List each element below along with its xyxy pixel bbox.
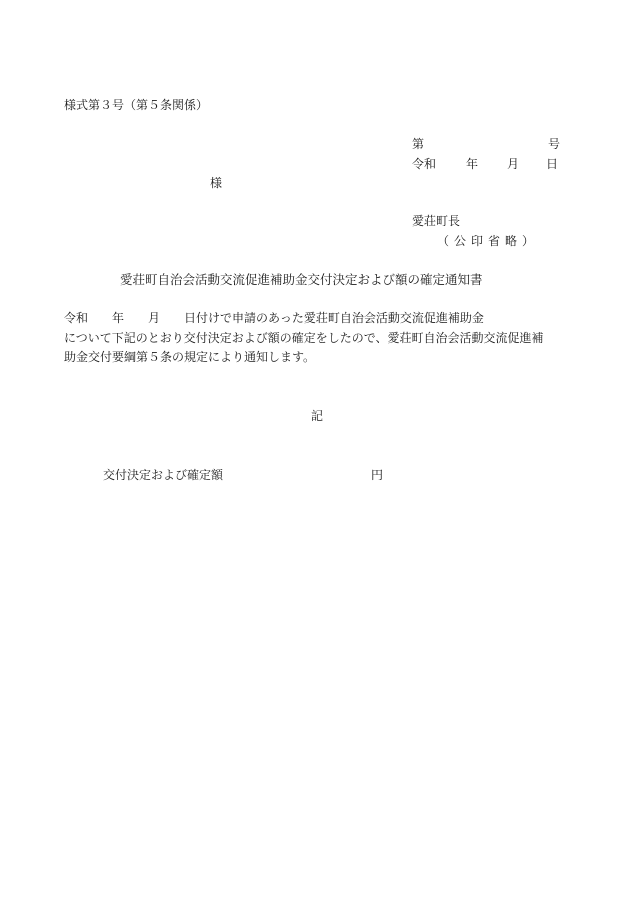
amount-label: 交付決定および確定額 xyxy=(103,468,224,482)
date-year-label: 年 xyxy=(466,157,479,171)
document-title: 愛荘町自治会活動交流促進補助金交付決定および額の確定通知書 xyxy=(120,272,483,287)
date-month-label: 月 xyxy=(507,157,520,171)
addressee-honorific: 様 xyxy=(210,176,223,190)
document-number-suffix: 号 xyxy=(548,137,561,151)
form-number: 様式第３号（第５条関係） xyxy=(64,98,209,112)
seal-omitted-note: （公印省略） xyxy=(437,234,540,248)
body-line-3: 助金交付要綱第５条の規定により通知します。 xyxy=(64,350,316,364)
issuer-title: 愛荘町長 xyxy=(412,214,461,228)
date-day-label: 日 xyxy=(546,157,559,171)
date-era: 令和 xyxy=(412,157,437,171)
document-number-prefix: 第 xyxy=(412,137,425,151)
body-line-2: について下記のとおり交付決定および額の確定をしたので、愛荘町自治会活動交流促進補 xyxy=(64,330,544,345)
ki-heading: 記 xyxy=(311,409,324,423)
body-line-1: 令和 年 月 日付けで申請のあった愛荘町自治会活動交流促進補助金 xyxy=(64,311,484,325)
amount-unit: 円 xyxy=(371,468,384,482)
notice-body xyxy=(64,309,559,368)
